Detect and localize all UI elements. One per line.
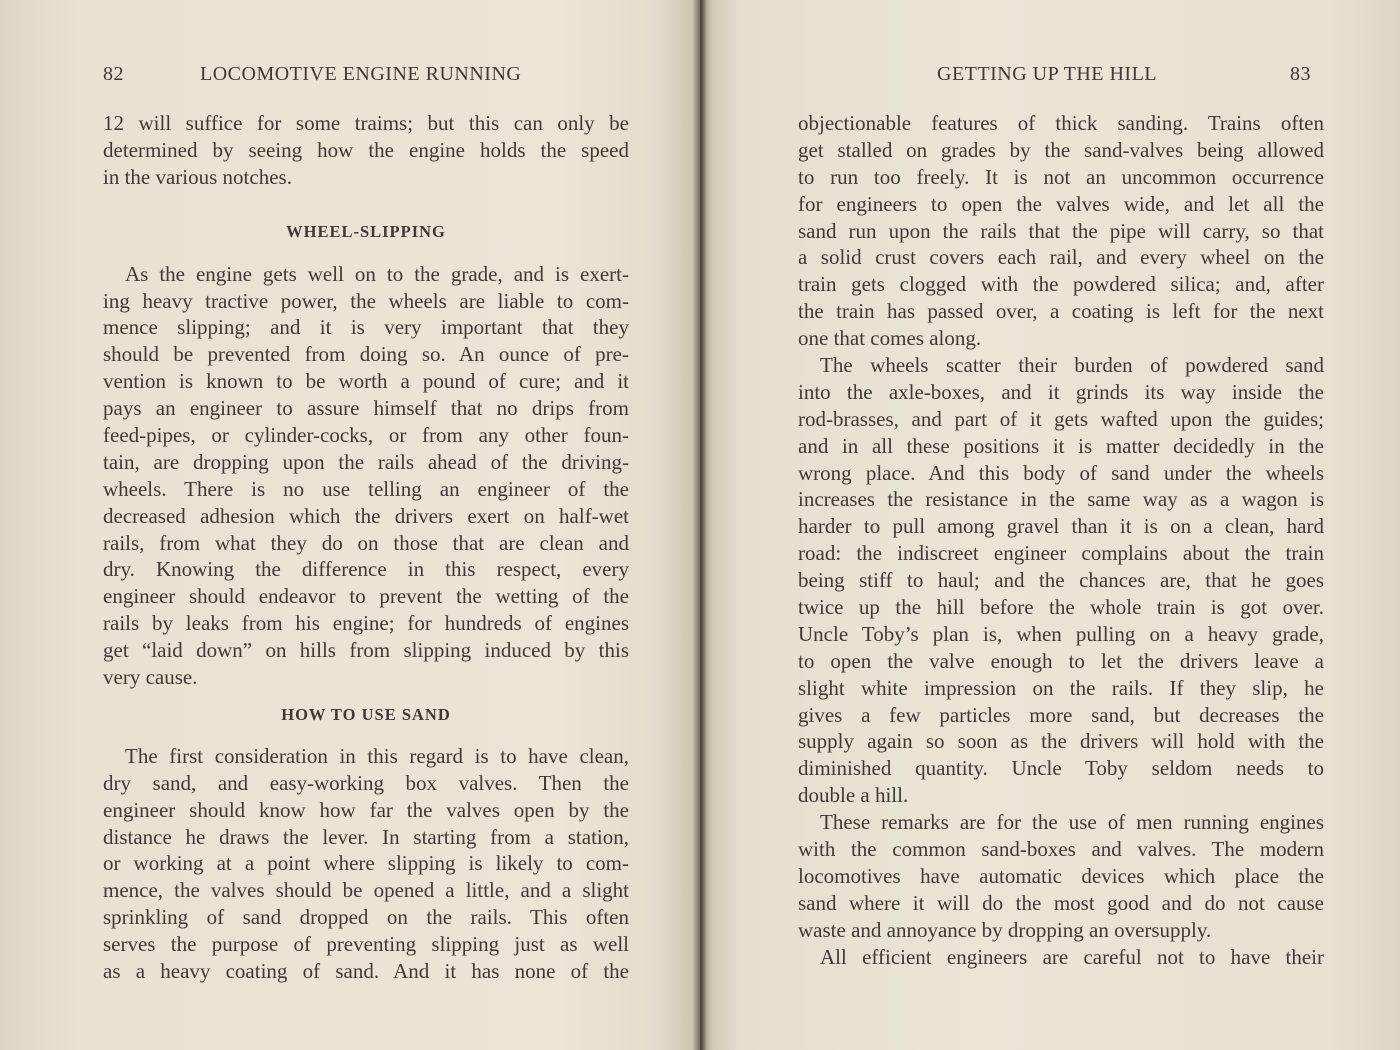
text-line: mence, the valves should be opened a little, and a slight bbox=[103, 878, 629, 903]
text-line: engineer should know how far the valves open by the bbox=[103, 797, 629, 822]
text-line: vention is known to be worth a pound of cure; and it bbox=[103, 369, 629, 394]
text-line: into the axle-boxes, and it grinds its way inside the bbox=[798, 379, 1324, 404]
text-line: one that comes along. bbox=[798, 326, 982, 351]
text-line: These remarks are for the use of men running engines bbox=[820, 810, 1324, 835]
text-line: All efficient engineers are careful not to have their bbox=[820, 944, 1324, 969]
text-line: road: the indiscreet engineer complains about the train bbox=[798, 541, 1324, 566]
book-gutter bbox=[693, 0, 707, 1050]
text-line: mence slipping; and it is very important that they bbox=[103, 315, 629, 340]
text-line: Uncle Toby’s plan is, when pulling on a heavy grade, bbox=[798, 621, 1324, 646]
text-line: supply again so soon as the drivers will hold with the bbox=[798, 729, 1324, 754]
text-line: serves the purpose of preventing slipping just as well bbox=[103, 932, 629, 957]
text-line: double a hill. bbox=[798, 783, 909, 808]
text-line: rails by leaks from his engine; for hundreds of engines bbox=[103, 611, 629, 636]
text-line: twice up the hill before the whole train is got over. bbox=[798, 595, 1324, 620]
text-line: sprinkling of sand dropped on the rails. This often bbox=[103, 905, 629, 930]
text-line: distance he draws the lever. In starting from a station, bbox=[103, 824, 629, 849]
text-line: and in all these positions it is matter decidedly in the bbox=[798, 433, 1324, 458]
text-line: or working at a point where slipping is likely to com- bbox=[103, 851, 629, 876]
text-line: engineer should endeavor to prevent the wetting of the bbox=[103, 584, 629, 609]
text-line: rails, from what they do on those that are clean and bbox=[103, 530, 629, 555]
text-line: diminished quantity. Uncle Toby seldom needs to bbox=[798, 756, 1324, 781]
text-line: should be prevented from doing so. An ounce of pre- bbox=[103, 342, 629, 367]
text-line: in the various notches. bbox=[103, 164, 292, 189]
right-page-body bbox=[798, 110, 1324, 971]
running-head: LOCOMOTIVE ENGINE RUNNING bbox=[200, 63, 522, 85]
text-line: to open the valve enough to let the drivers leave a bbox=[798, 648, 1324, 673]
right-page bbox=[798, 0, 1324, 1050]
text-line: get “laid down” on hills from slipping induced by this bbox=[103, 638, 629, 663]
text-line: a solid crust covers each rail, and every wheel on the bbox=[798, 245, 1324, 270]
text-line: As the engine gets well on to the grade, and is exert- bbox=[125, 261, 629, 286]
text-line: feed-pipes, or cylinder-cocks, or from any other foun- bbox=[103, 423, 629, 448]
text-line: as a heavy coating of sand. And it has none of the bbox=[103, 959, 629, 984]
text-line: wheels. There is no use telling an engineer of the bbox=[103, 476, 629, 501]
text-line: pays an engineer to assure himself that no drips from bbox=[103, 396, 629, 421]
page-number: 82 bbox=[103, 63, 124, 85]
text-line: harder to pull among gravel than it is on a clean, hard bbox=[798, 514, 1324, 539]
section-heading-wheel-slipping: WHEEL-SLIPPING bbox=[286, 221, 446, 241]
left-page-body bbox=[103, 110, 629, 985]
text-line: increases the resistance in the same way as a wagon is bbox=[798, 487, 1324, 512]
text-line: get stalled on grades by the sand-valves being allowed bbox=[798, 137, 1324, 162]
text-line: decreased adhesion which the drivers exert on half-wet bbox=[103, 503, 629, 528]
text-line: very cause. bbox=[103, 665, 198, 690]
text-line: objectionable features of thick sanding. Trains often bbox=[798, 111, 1324, 135]
text-line: waste and annoyance by dropping an oversupply. bbox=[798, 917, 1212, 942]
text-line: rod-brasses, and part of it gets wafted upon the guides; bbox=[798, 406, 1324, 431]
text-line: dry sand, and easy-working box valves. Then the bbox=[103, 770, 629, 795]
text-line: sand run upon the rails that the pipe will carry, so that bbox=[798, 218, 1324, 243]
text-line: sand where it will do the most good and do not cause bbox=[798, 890, 1324, 915]
text-line: determined by seeing how the engine holds the speed bbox=[103, 137, 629, 162]
left-page bbox=[103, 0, 629, 1050]
left-page-header bbox=[103, 63, 629, 91]
text-line: gives a few particles more sand, but decreases the bbox=[798, 702, 1324, 727]
text-line: The first consideration in this regard is to have clean, bbox=[125, 743, 629, 768]
text-line: being stiff to haul; and the chances are, that he goes bbox=[798, 568, 1324, 593]
text-line: ing heavy tractive power, the wheels are liable to com- bbox=[103, 288, 629, 313]
right-page-header bbox=[798, 63, 1324, 91]
text-line: for engineers to open the valves wide, and let all the bbox=[798, 191, 1324, 216]
text-line: wrong place. And this body of sand under the wheels bbox=[798, 460, 1324, 485]
text-line: The wheels scatter their burden of powdered sand bbox=[820, 353, 1324, 378]
text-line: with the common sand-boxes and valves. The modern bbox=[798, 837, 1324, 862]
running-head: GETTING UP THE HILL bbox=[937, 63, 1158, 85]
text-line: 12 will suffice for some traims; but this can only be bbox=[103, 111, 629, 135]
section-heading-how-to-use-sand: HOW TO USE SAND bbox=[281, 704, 451, 724]
page-number: 83 bbox=[1290, 63, 1311, 85]
text-line: locomotives have automatic devices which place the bbox=[798, 863, 1324, 888]
text-line: the train has passed over, a coating is left for the next bbox=[798, 299, 1324, 324]
text-line: dry. Knowing the difference in this respect, every bbox=[103, 557, 629, 582]
text-line: to run too freely. It is not an uncommon occurrence bbox=[798, 164, 1324, 189]
text-line: train gets clogged with the powdered silica; and, after bbox=[798, 272, 1324, 297]
text-line: tain, are dropping upon the rails ahead of the driving- bbox=[103, 449, 629, 474]
text-line: slight white impression on the rails. If they slip, he bbox=[798, 675, 1324, 700]
